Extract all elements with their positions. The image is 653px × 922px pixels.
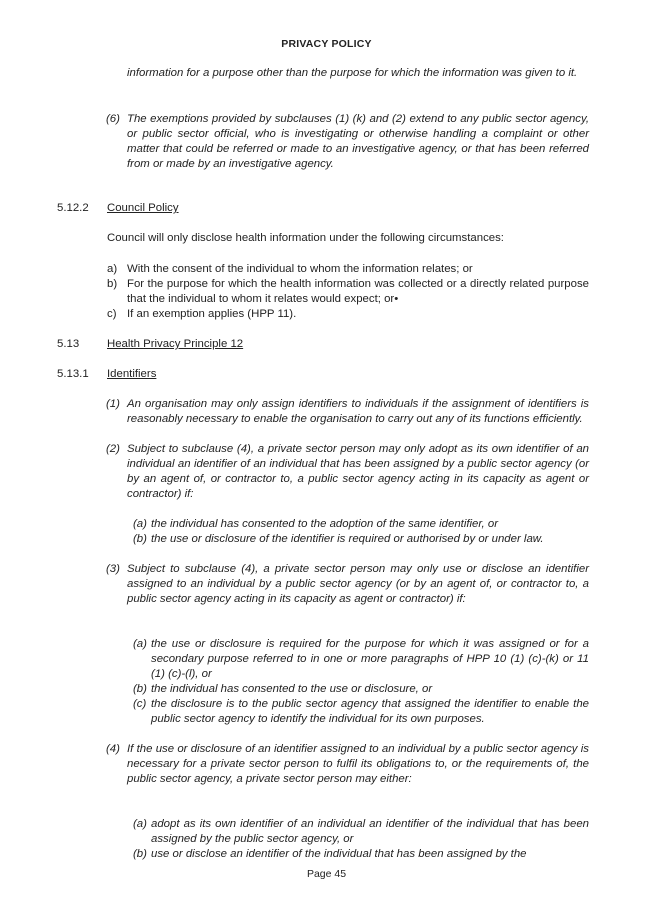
item-6-marker: (6) bbox=[106, 113, 120, 125]
page-header-title: PRIVACY POLICY bbox=[281, 38, 372, 50]
identifier-item-4b-text: use or disclose an identifier of the individual that has been assigned by the bbox=[151, 848, 527, 860]
section-5-13-number: 5.13 bbox=[57, 338, 80, 350]
identifier-item-1-text: An organisation may only assign identifiers to individuals if the assignment of identifiers is reasonably necessary to enable the organisation to carry out any of its functions efficiently. bbox=[127, 398, 589, 426]
identifier-item-4b-marker: (b) bbox=[133, 848, 147, 860]
identifier-item-2a-marker: (a) bbox=[133, 518, 147, 530]
council-list-item-b: For the purpose for which the health information was collected or a directly related purpose that the individual to whom it relates would expect; or• bbox=[127, 278, 589, 306]
section-5-12-2-number: 5.12.2 bbox=[57, 202, 89, 214]
identifier-item-3-marker: (3) bbox=[106, 563, 120, 575]
identifier-item-3b-text: the individual has consented to the use or disclosure, or bbox=[151, 683, 433, 695]
item-6-text: The exemptions provided by subclauses (1) (k) and (2) extend to any public sector agency, or public sector official, who is investigating or otherwise handling a complaint or other matter that could be referred or made to an investigative agency, or that has been referred from or made by an investigative agency. bbox=[127, 113, 589, 171]
identifier-item-2-text: Subject to subclause (4), a private sector person may only adopt as its own identifier of an individual an identifier of an individual that has been assigned by a public sector agency (or by an agent of, or contractor to, a public sector agency acting in its capacity as agent or contractor) if: bbox=[127, 443, 589, 501]
identifier-item-3b-marker: (b) bbox=[133, 683, 147, 695]
section-5-13-1-number: 5.13.1 bbox=[57, 368, 89, 380]
section-5-12-2-title: Council Policy bbox=[107, 202, 179, 214]
section-5-13-1-title: Identifiers bbox=[107, 368, 157, 380]
council-list-marker-a: a) bbox=[107, 263, 118, 275]
identifier-item-2b-marker: (b) bbox=[133, 533, 147, 545]
council-list-marker-c: c) bbox=[107, 308, 117, 320]
identifier-item-3c-text: the disclosure is to the public sector agency that assigned the identifier to enable the public sector agency to identify the individual for its own purposes. bbox=[151, 698, 589, 726]
identifier-item-2-marker: (2) bbox=[106, 443, 120, 455]
council-list-marker-b: b) bbox=[107, 278, 118, 290]
identifier-item-2a-text: the individual has consented to the adoption of the same identifier, or bbox=[151, 518, 499, 530]
page-number: Page 45 bbox=[306, 868, 347, 880]
council-intro: Council will only disclose health information under the following circumstances: bbox=[107, 232, 504, 244]
identifier-item-2b-text: the use or disclosure of the identifier is required or authorised by or under law. bbox=[151, 533, 544, 545]
identifier-item-3a-marker: (a) bbox=[133, 638, 147, 650]
council-list-item-c: If an exemption applies (HPP 11). bbox=[127, 308, 297, 320]
identifier-item-3a-text: the use or disclosure is required for the purpose for which it was assigned or for a secondary purpose referred to in one or more paragraphs of HPP 10 (1) (c)-(k) or 11 (1) (c)-(l), or bbox=[151, 638, 589, 681]
identifier-item-4a-marker: (a) bbox=[133, 818, 147, 830]
identifier-item-4a-text: adopt as its own identifier of an individual an identifier of the individual that has been assigned by the public sector agency, or bbox=[151, 818, 589, 846]
identifier-item-3c-marker: (c) bbox=[133, 698, 147, 710]
identifier-item-4-text: If the use or disclosure of an identifier assigned to an individual by a public sector agency is necessary for a private sector person to fulfil its obligations to, or the requirements of, the public sector agency, a private sector person may either: bbox=[127, 743, 589, 786]
identifier-item-1-marker: (1) bbox=[106, 398, 120, 410]
council-list-item-a: With the consent of the individual to whom the information relates; or bbox=[127, 263, 473, 275]
identifier-item-4-marker: (4) bbox=[106, 743, 120, 755]
identifier-item-3-text: Subject to subclause (4), a private sector person may only use or disclose an identifier assigned to an individual by a public sector agency (or by an agent of, or contractor to, a public sector agency acting in its capacity as agent or contractor) if: bbox=[127, 563, 589, 606]
section-5-13-title: Health Privacy Principle 12 bbox=[107, 338, 244, 350]
continuation-paragraph: information for a purpose other than the purpose for which the information was given to it. bbox=[127, 67, 578, 79]
